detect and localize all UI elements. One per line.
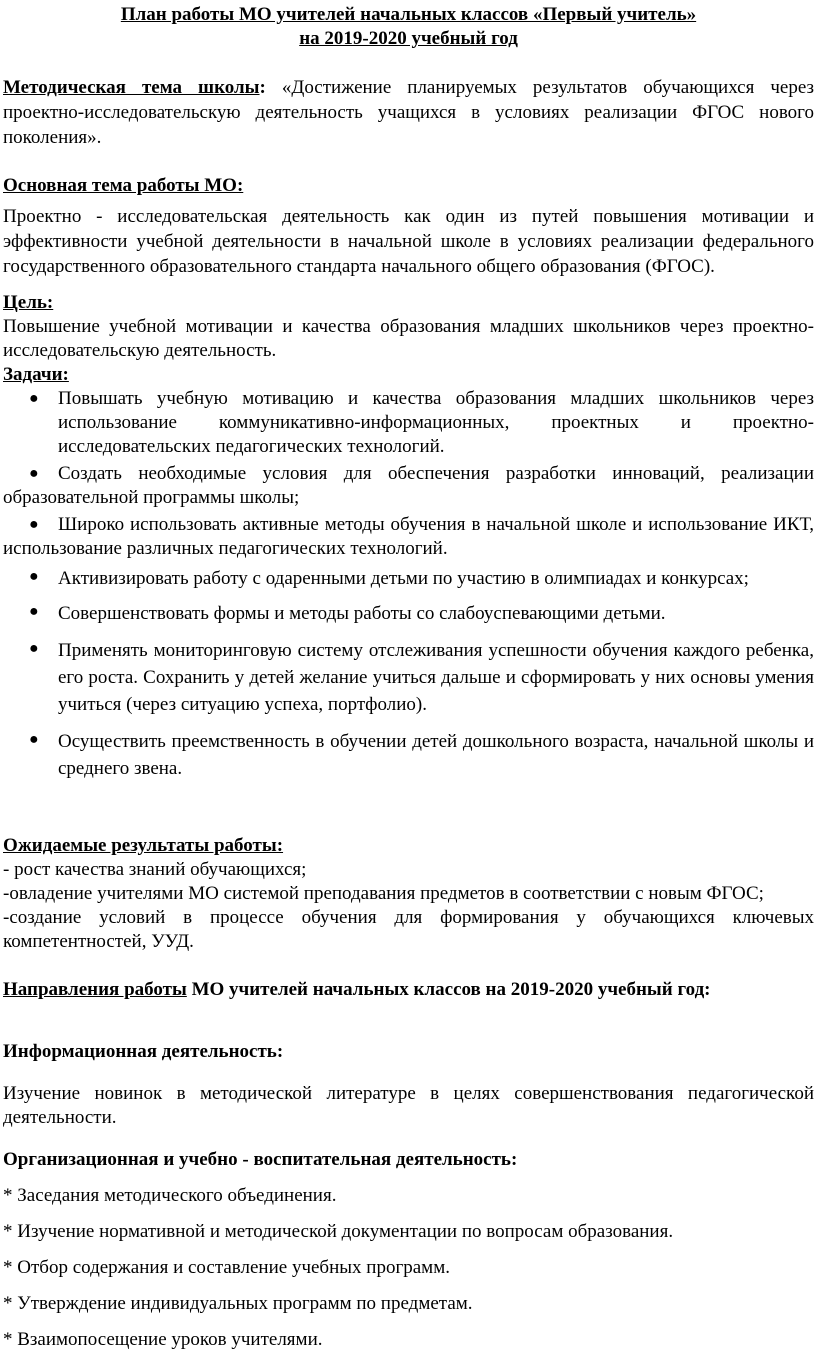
directions-heading-rest: МО учителей начальных классов на 2019-2020 учебный год: bbox=[186, 979, 711, 1000]
task-item bbox=[3, 637, 814, 718]
bullet-icon: ● bbox=[29, 465, 39, 482]
bullet-icon: ● bbox=[29, 568, 39, 585]
task-item bbox=[3, 513, 814, 561]
goal-label: Цель: bbox=[3, 292, 54, 313]
expected-results-label: Ожидаемые результаты работы: bbox=[3, 835, 284, 856]
task-text: Активизировать работу с одаренными детьми по участию в олимпиадах и конкурсах; bbox=[58, 568, 749, 589]
document-title-line1: План работы МО учителей начальных классов «Первый учитель» bbox=[120, 4, 697, 25]
expected-result-item: -овладение учителями МО системой преподавания предметов в соответствии с новым ФГОС; bbox=[3, 883, 764, 904]
goal-text: Повышение учебной мотивации и качества образования младших школьников через проектно-исследовательскую деятельность. bbox=[3, 316, 814, 361]
task-item bbox=[3, 565, 814, 592]
tasks-label: Задачи: bbox=[3, 364, 69, 385]
org-activity-item: * Заседания методического объединения. bbox=[3, 1185, 337, 1206]
task-item bbox=[3, 600, 814, 627]
task-text: Осуществить преемственность в обучении детей дошкольного возраста, начальной школы и среднего звена. bbox=[58, 731, 814, 779]
info-activity-text: Изучение новинок в методической литературе в целях совершенствования педагогической деятельности. bbox=[3, 1083, 814, 1128]
info-activity-label: Информационная деятельность: bbox=[3, 1041, 284, 1062]
org-activity-item: * Взаимопосещение уроков учителями. bbox=[3, 1329, 323, 1350]
expected-result-item: - рост качества знаний обучающихся; bbox=[3, 859, 307, 880]
tasks-list bbox=[3, 387, 814, 782]
methodical-theme-paragraph bbox=[3, 75, 814, 150]
task-item bbox=[3, 462, 814, 510]
bullet-icon: ● bbox=[29, 603, 39, 620]
bullet-icon: ● bbox=[29, 731, 39, 748]
org-activity-label: Организационная и учебно - воспитательная деятельность: bbox=[3, 1149, 518, 1170]
methodical-theme-colon: : bbox=[259, 77, 266, 98]
task-text: Широко использовать активные методы обучения в начальной школе и использование ИКТ, использование различных педагогических технологий. bbox=[3, 514, 814, 559]
document-title-line2: на 2019-2020 учебный год bbox=[299, 28, 518, 49]
task-item bbox=[3, 728, 814, 782]
bullet-icon: ● bbox=[29, 390, 39, 407]
bullet-icon: ● bbox=[29, 640, 39, 657]
org-activity-item: * Утверждение индивидуальных программ по предметам. bbox=[3, 1293, 473, 1314]
directions-heading-underlined: Направления работы bbox=[3, 979, 187, 1000]
methodical-theme-label: Методическая тема школы bbox=[3, 77, 260, 98]
main-theme-label: Основная тема работы МО: bbox=[3, 175, 244, 196]
task-item bbox=[3, 387, 814, 459]
bullet-icon: ● bbox=[29, 516, 39, 533]
expected-result-item: -создание условий в процессе обучения для формирования у обучающихся ключевых компетентностей, УУД. bbox=[3, 907, 814, 952]
task-text: Применять мониторинговую систему отслеживания успешности обучения каждого ребенка, его роста. Сохранить у детей желание учиться дальше и сформировать у них основы умения учиться (через ситуацию успеха, портфолио). bbox=[58, 640, 814, 715]
methodical-theme-text: «Достижение планируемых результатов обучающихся через проектно-исследовательскую деятельность учащихся в условиях реализации ФГОС нового поколения». bbox=[3, 77, 814, 148]
directions-heading bbox=[3, 978, 814, 1002]
org-activity-item: * Отбор содержания и составление учебных программ. bbox=[3, 1257, 450, 1278]
task-text: Повышать учебную мотивацию и качества образования младших школьников через использование коммуникативно-информационных, проектных и проектно-исследовательских педагогических технологий. bbox=[58, 388, 814, 457]
task-text: Совершенствовать формы и методы работы со слабоуспевающими детьми. bbox=[58, 603, 666, 624]
main-theme-text: Проектно - исследовательская деятельность как один из путей повышения мотивации и эффективности учебной деятельности в начальной школе в условиях реализации федерального государственного образовательного стандарта начального общего образования (ФГОС). bbox=[3, 206, 814, 277]
task-text: Создать необходимые условия для обеспечения разработки инноваций, реализации образовательной программы школы; bbox=[3, 463, 814, 508]
org-activity-item: * Изучение нормативной и методической документации по вопросам образования. bbox=[3, 1221, 674, 1242]
